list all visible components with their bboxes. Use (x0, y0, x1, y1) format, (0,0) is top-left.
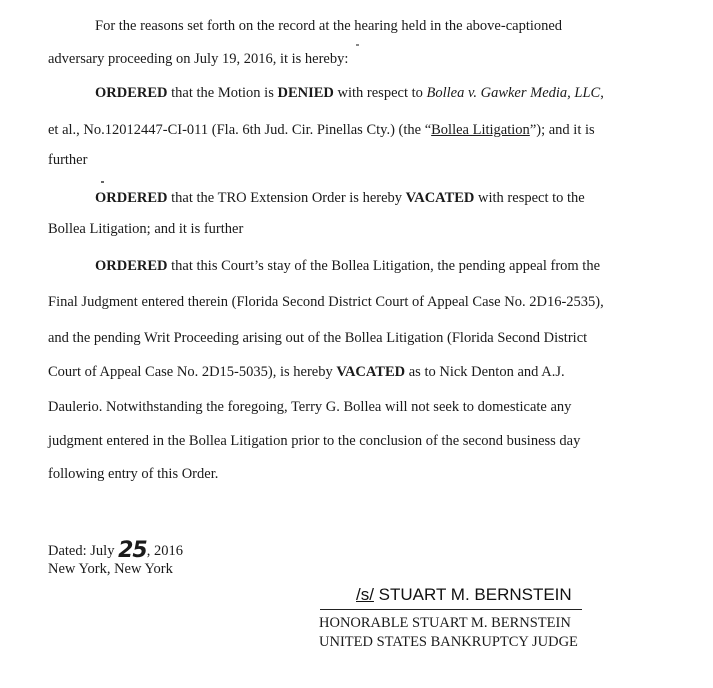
paragraph-3-line-1: ORDERED that the TRO Extension Order is hereby VACATED with respect to the (95, 190, 585, 206)
paragraph-1-line-2: adversary proceeding on July 19, 2016, it is hereby: (48, 51, 349, 67)
paragraph-2-line-1: ORDERED that the Motion is DENIED with respect to Bollea v. Gawker Media, LLC, (95, 85, 604, 101)
paragraph-4-line-2: Final Judgment entered therein (Florida Second District Court of Appeal Case No. 2D16-2535), (48, 294, 604, 310)
paragraph-2-line-2: et al., No.12012447-CI-011 (Fla. 6th Jud. Cir. Pinellas Cty.) (the “Bollea Litigation”); and it is (48, 122, 595, 138)
dated-line: Dated: July 25, 2016 (48, 538, 183, 563)
scan-speck (356, 44, 359, 46)
ordered-keyword: ORDERED (95, 190, 168, 206)
paragraph-4-line-5: Daulerio. Notwithstanding the foregoing, Terry G. Bollea will not seek to domesticate any (48, 399, 572, 415)
signature-rule (320, 609, 582, 610)
defined-term: Bollea Litigation (431, 122, 530, 138)
judge-title-line-2: UNITED STATES BANKRUPTCY JUDGE (319, 634, 578, 650)
handwritten-day: 25 (118, 538, 147, 563)
electronic-signature: /s/ STUART M. BERNSTEIN (356, 585, 572, 604)
denied-keyword: DENIED (277, 85, 334, 101)
vacated-keyword: VACATED (336, 364, 406, 380)
paragraph-4-line-3: and the pending Writ Proceeding arising out of the Bollea Litigation (Florida Second District (48, 330, 588, 346)
paragraph-1-line-1: For the reasons set forth on the record at the hearing held in the above-captioned (95, 18, 563, 34)
ordered-keyword: ORDERED (95, 258, 168, 274)
scan-speck (101, 181, 104, 183)
paragraph-2-line-3: further (48, 152, 88, 168)
paragraph-4-line-4: Court of Appeal Case No. 2D15-5035), is hereby VACATED as to Nick Denton and A.J. (48, 364, 565, 380)
paragraph-4-line-1: ORDERED that this Court’s stay of the Bollea Litigation, the pending appeal from the (95, 258, 601, 274)
dated-place: New York, New York (48, 561, 173, 577)
vacated-keyword: VACATED (405, 190, 475, 206)
paragraph-4-line-6: judgment entered in the Bollea Litigation prior to the conclusion of the second business day (48, 433, 581, 449)
case-caption: Bollea v. Gawker Media, LLC (426, 85, 601, 101)
judge-title-line-1: HONORABLE STUART M. BERNSTEIN (319, 615, 571, 631)
paragraph-4-line-7: following entry of this Order. (48, 466, 219, 482)
ordered-keyword: ORDERED (95, 85, 168, 101)
paragraph-3-line-2: Bollea Litigation; and it is further (48, 221, 244, 237)
dated-block (48, 540, 183, 578)
